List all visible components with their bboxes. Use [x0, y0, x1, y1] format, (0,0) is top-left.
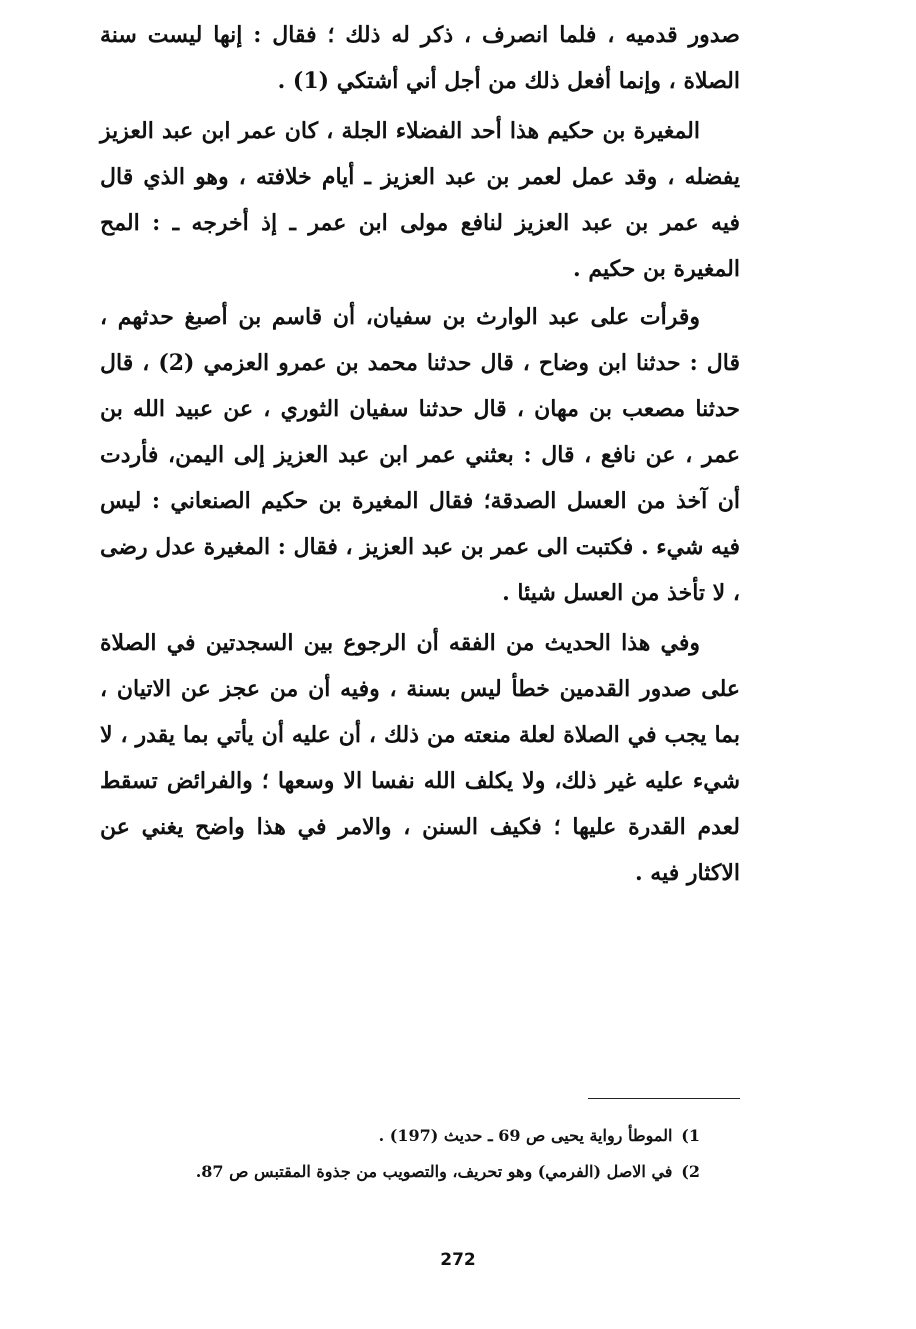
- paragraph-1: صدور قدميه ، فلما انصرف ، ذكر له ذلك ؛ فقال : إنها ليست سنة الصلاة ، وإنما أفعل ذلك من أجل أني أشتكي (1) .: [100, 22, 740, 94]
- paragraph-4: وفي هذا الحديث من الفقه أن الرجوع بين السجدتين في الصلاة على صدور القدمين خطأ ليس بسنة ، وفيه أن من عجز عن الاتيان ، بما يجب في الصلاة لعلة منعته من ذلك ، أن عليه أن يأتي بما يقدر ، لا شيء عليه غير ذلك، ولا يكلف الله نفسا الا وسعها ؛ والفرائض تسقط لعدم القدرة عليها ؛ فكيف السنن ، والامر في هذا واضح يغني عن الاكثار فيه .: [100, 630, 740, 886]
- main-text: [100, 12, 740, 896]
- footnotes: [100, 1118, 700, 1190]
- footnote-2: [100, 1154, 700, 1190]
- paragraph-3: وقرأت على عبد الوارث بن سفيان، أن قاسم بن أصبغ حدثهم ، قال : حدثنا ابن وضاح ، قال حدثنا محمد بن عمرو العزمي (2) ، قال حدثنا مصعب بن مهان ، قال حدثنا سفيان الثوري ، عن عبيد الله بن عمر ، عن نافع ، قال : بعثني عمر ابن عبد العزيز إلى اليمن، فأردت أن آخذ من العسل الصدقة؛ فقال المغيرة بن حكيم الصنعاني : ليس فيه شيء . فكتبت الى عمر بن عبد العزيز ، فقال : المغيرة عدل رضى ، لا تأخذ من العسل شيئا .: [100, 304, 740, 606]
- footnote-number: 2): [681, 1162, 700, 1181]
- footnote-separator: [588, 1098, 740, 1099]
- footnote-text: في الاصل (الفرمي) وهو تحريف، والتصويب من جذوة المقتبس ص 87.: [195, 1162, 673, 1181]
- page-number: 272: [440, 1250, 476, 1270]
- footnote-text: الموطأ رواية يحيى ص 69 ـ حديث (197) .: [378, 1126, 673, 1145]
- footnote-1: [100, 1118, 700, 1154]
- paragraph-2: المغيرة بن حكيم هذا أحد الفضلاء الجلة ، كان عمر ابن عبد العزيز يفضله ، وقد عمل لعمر بن عبد العزيز ـ أيام خلافته ، وهو الذي قال فيه عمر بن عبد العزيز لنافع مولى ابن عمر ـ إذ أخرجه ـ : المح المغيرة بن حكيم .: [100, 118, 740, 282]
- footnote-number: 1): [681, 1126, 700, 1145]
